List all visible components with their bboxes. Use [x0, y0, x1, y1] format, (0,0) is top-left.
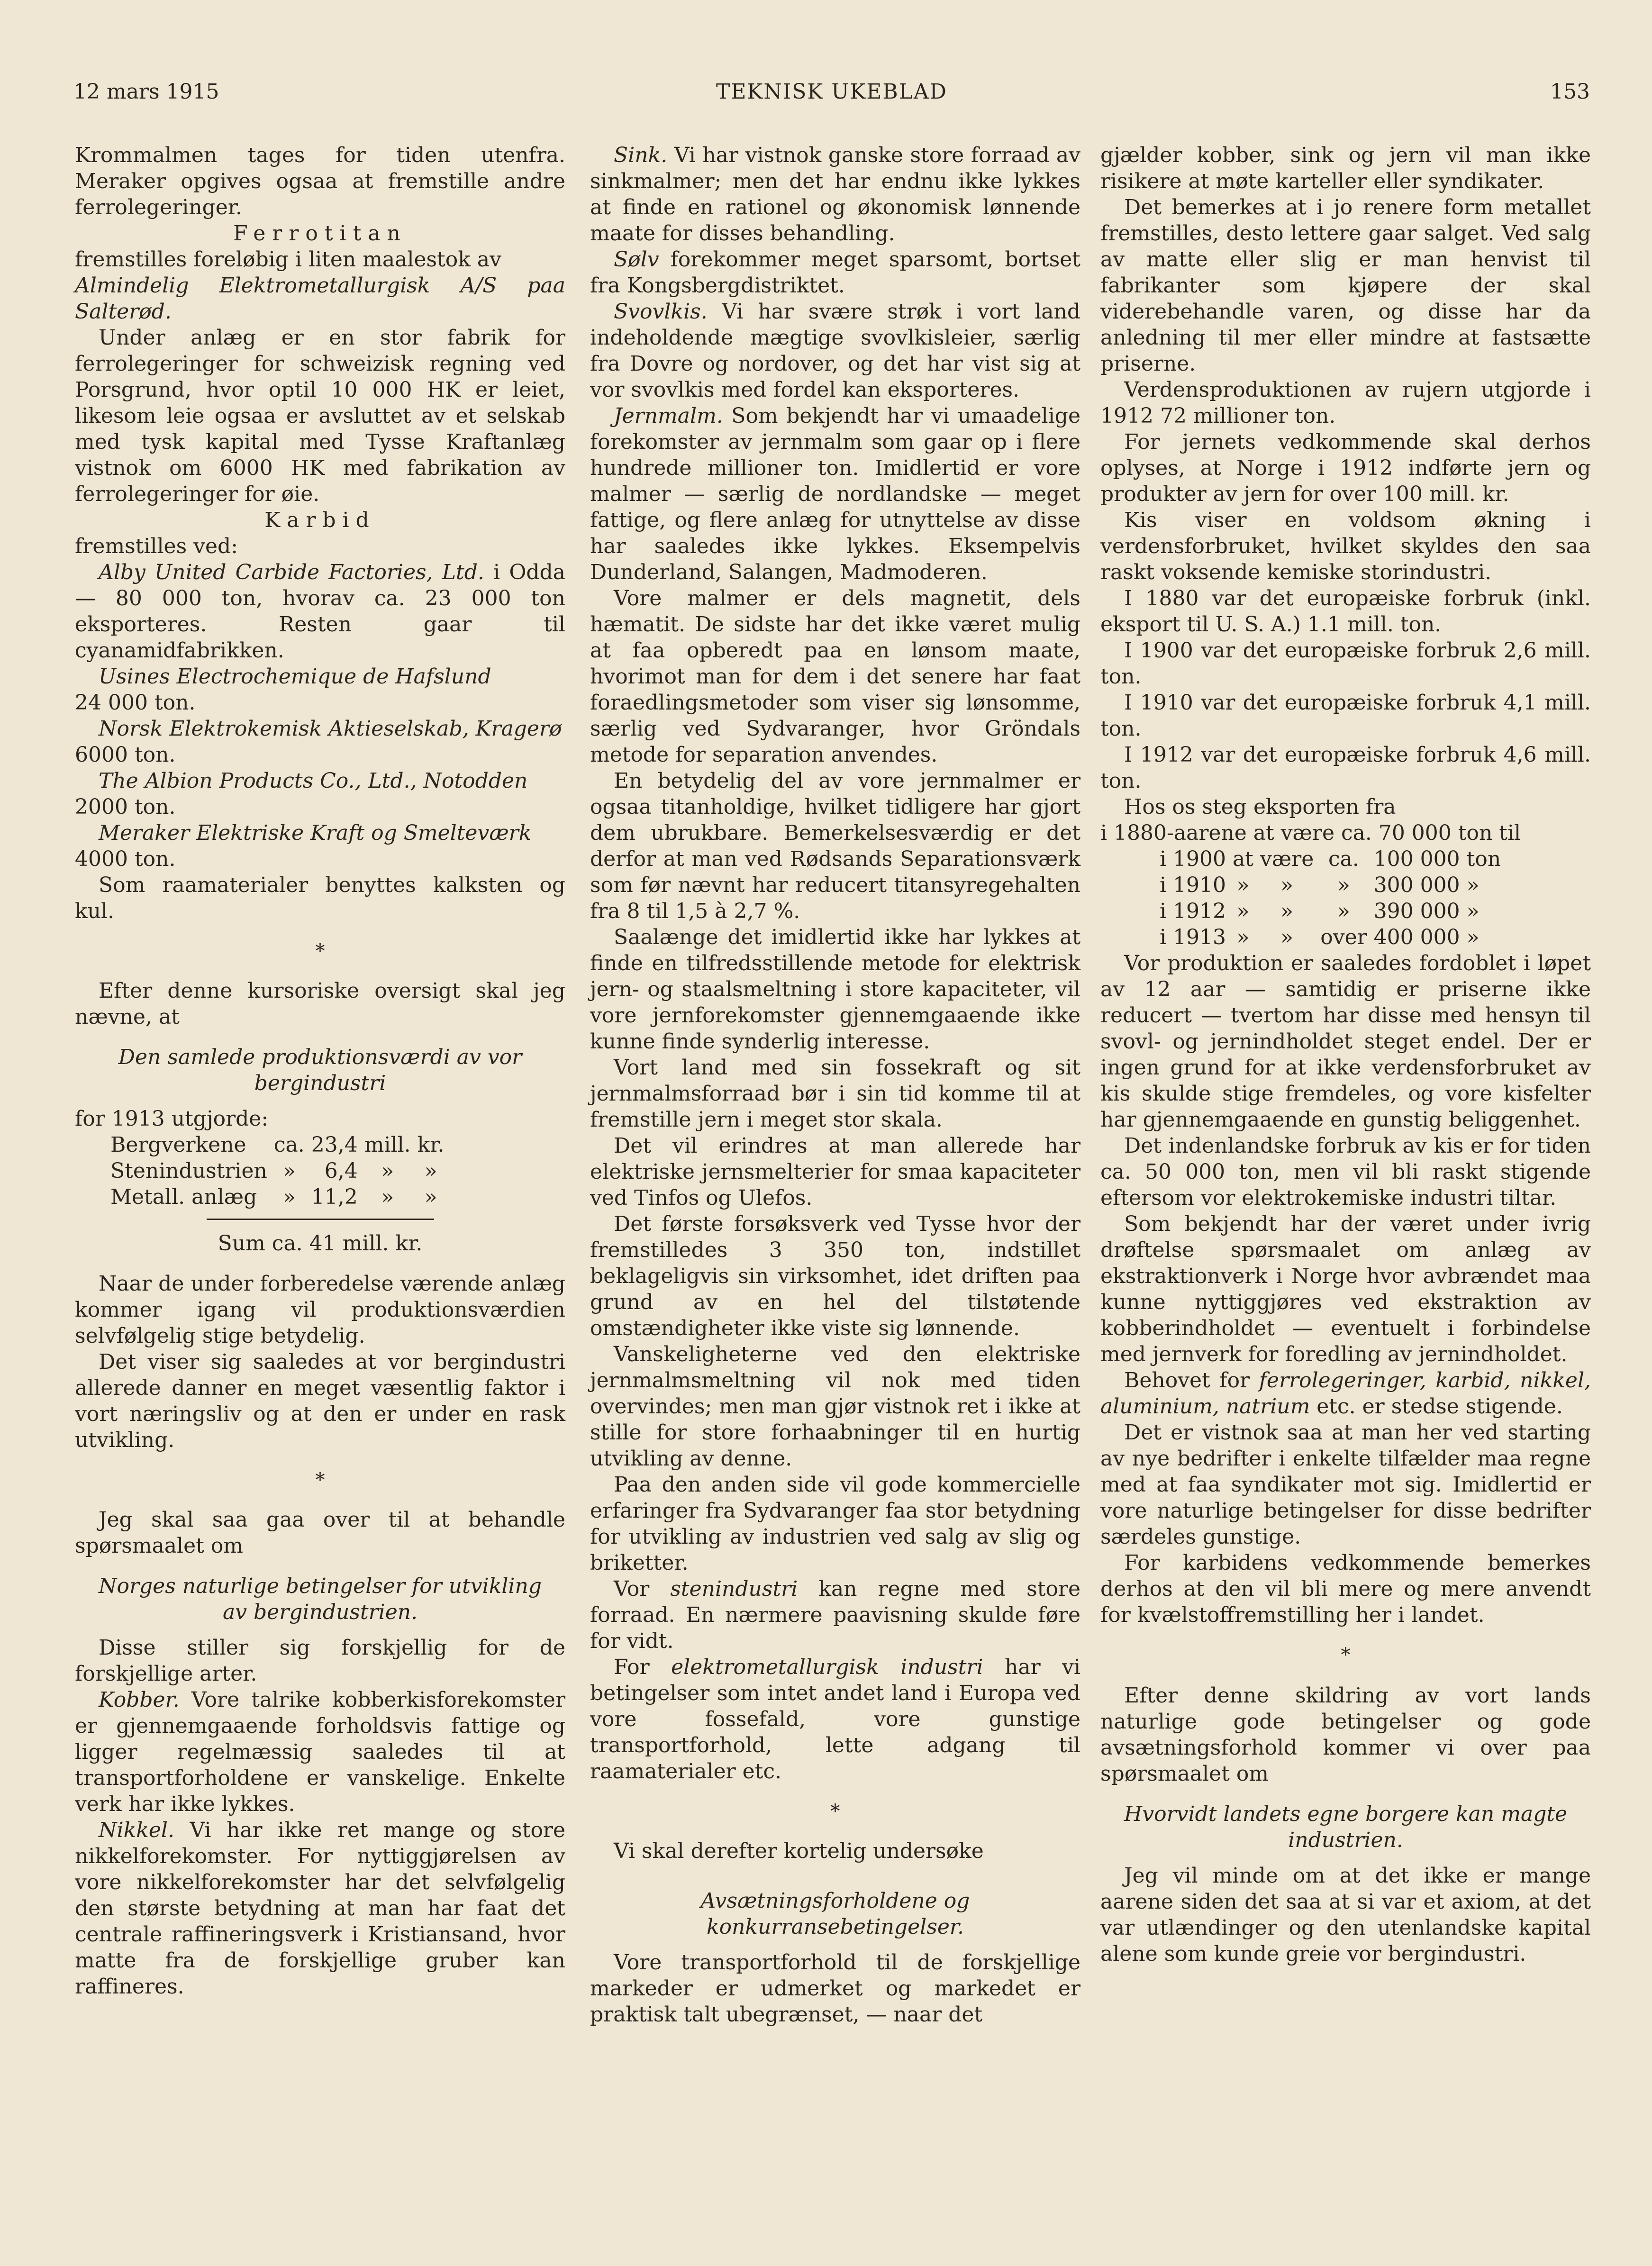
paragraph-text: Behovet for — [1124, 1368, 1259, 1392]
paragraph-text: forekommer meget sparsomt, bortset fra Kongsbergdistriktet. — [590, 247, 1080, 298]
paragraph-text: Som bekjendt har vi umaadelige forekomster av jernmalm som gaar op i flere hundrede millioner ton. Imidlertid er vore malmer — særlig de nordlandske — meget fattige, og flere anlæg for utnyttelse av disse har saaledes ikke lykkes. Eksempelvis Dunderland, Salangen, Madmoderen. — [590, 404, 1080, 584]
paragraph: Hos os steg eksporten fra — [1124, 795, 1396, 819]
table-cell: i 1913 — [1160, 925, 1226, 949]
table-cell: » — [1280, 873, 1294, 897]
company-text: i Odda — 80 000 ton, hvorav ca. 23 000 ton eksporteres. Resten gaar til cyanamidfabrikken. — [75, 560, 565, 663]
table-cell: ca. — [1328, 847, 1359, 871]
paragraph: Det indenlandske forbruk av kis er for tiden ca. 50 000 ton, men vil bli raskt stigende eftersom vor elektrokemiske industri tiltar. — [1100, 1134, 1591, 1210]
table-cell: » — [1466, 873, 1480, 897]
paragraph: i 1880-aarene at være ca. 70 000 ton til — [1100, 821, 1521, 845]
paragraph: Det første forsøksverk ved Tysse hvor der fremstilledes 3 350 ton, indstillet beklageligvis sin virksomhet, idet driften paa grund av en hel del tilstøtende omstændigheter ikke viste sig lønnende. — [590, 1212, 1080, 1340]
issue-date: 12 mars 1915 — [73, 80, 219, 104]
paragraph-text: Vi har vistnok ganske store forraad av sinkmalmer; men det har endnu ikke lykkes at finde en rationel og økonomisk lønnende maate for disses behandling. — [590, 143, 1080, 246]
table-cell: i 1900 — [1160, 847, 1226, 871]
column-2 — [590, 142, 1080, 2028]
paragraph: Vi skal derefter kortelig undersøke — [614, 1839, 984, 1863]
column-3 — [1100, 142, 1591, 1967]
column-1 — [75, 142, 565, 2000]
paragraph — [75, 1817, 565, 2000]
paragraph: Det er vistnok saa at man her ved starting av nye bedrifter i enkelte tilfælder maa regne med at faa syndikater mot sig. Imidlertid er vore naturlige betingelser for disse bedrifter særdeles gunstige. — [1100, 1420, 1591, 1549]
paragraph: I 1900 var det europæiske forbruk 2,6 mill. ton. — [1100, 638, 1591, 689]
company-name: Meraker Elektriske Kraft og Smelteværk — [99, 821, 532, 845]
section-heading: Norges naturlige betingelser for utvikling av bergindustrien. — [98, 1574, 542, 1624]
section-title-karbid: Karbid — [264, 508, 376, 532]
paragraph: for 1913 utgjorde: — [75, 1107, 269, 1131]
paragraph: Paa den anden side vil gode kommercielle erfaringer fra Sydvaranger faa stor betydning for utvikling av industrien ved salg av slig og briketter. — [590, 1473, 1080, 1575]
paragraph: Verdensproduktionen av rujern utgjorde i 1912 72 millioner ton. — [1100, 378, 1591, 428]
table-cell: » — [381, 1159, 394, 1183]
paragraph — [75, 559, 565, 664]
paragraph: Det vil erindres at man allerede har elektriske jernsmelterier for smaa kapaciteter ved Tinfos og Ulefos. — [590, 1134, 1080, 1210]
paragraph: Krommalmen tages for tiden utenfra. Meraker opgives ogsaa at fremstille andre ferrolegeringer. — [75, 143, 565, 219]
run-in-label: Sølv — [614, 247, 659, 272]
paragraph: Det viser sig saaledes at vor bergindustri allerede danner en meget væsentlig faktor i vort næringsliv og at den er under en rask utvikling. — [75, 1350, 565, 1452]
section-separator: * — [315, 940, 325, 962]
table-cell: » — [1466, 899, 1480, 923]
paragraph-text: Vor — [614, 1577, 671, 1601]
section-title-ferrotitan: Ferrotitan — [233, 221, 407, 246]
paragraph: Vore malmer er dels magnetit, dels hæmatit. De sidste har det ikke været mulig at faa opberedt paa en lønsom maate, hvorimot man for dem i det senere har faat foraedlingsmetoder som viser sig lønsomme, særlig ved Sydvaranger, hvor Gröndals metode for separation anvendes. — [590, 586, 1080, 767]
company-name: Almindelig Elektrometallurgisk A/S paa Salterød. — [75, 273, 565, 324]
paragraph — [590, 142, 1080, 246]
paragraph: Jeg skal saa gaa over til at behandle spørsmaalet om — [75, 1508, 565, 1558]
table-row — [1160, 898, 1507, 924]
paragraph — [75, 1687, 565, 1817]
table-cell: » — [1236, 899, 1250, 923]
paragraph — [590, 1654, 1080, 1784]
paragraph: I 1880 var det europæiske forbruk (inkl. eksport til U. S. A.) 1.1 mill. ton. — [1100, 586, 1591, 637]
production-table — [110, 1132, 451, 1210]
section-heading: Hvorvidt landets egne borgere kan magte industrien. — [1124, 1802, 1568, 1852]
paragraph: Jeg vil minde om at det ikke er mange aarene siden det saa at si var et axiom, at det var utlændinger og den utenlandske kapital alene som kunde greie vor bergindustri. — [1100, 1864, 1591, 1966]
emphasis: ferrolegeringer, karbid, nikkel, aluminium, natrium — [1100, 1368, 1591, 1419]
table-cell: i 1912 — [1160, 899, 1226, 923]
table-cell: » — [1337, 899, 1350, 923]
paragraph — [1100, 1367, 1591, 1420]
table-cell: » — [1280, 925, 1294, 949]
table-cell: » — [282, 1159, 296, 1183]
table-row — [1160, 872, 1507, 898]
company-text: 4000 ton. — [75, 847, 176, 871]
paragraph: Efter denne kursoriske oversigt skal jeg nævne, at — [75, 979, 565, 1029]
table-cell: at — [1233, 847, 1253, 871]
company-name: The Albion Products Co., Ltd., Notodden — [99, 769, 528, 793]
paragraph-text: har vi betingelser som intet andet land i Europa ved vore fossefald, vore gunstige transportforhold, lette adgang til raamaterialer etc. — [590, 1655, 1080, 1784]
paragraph: Efter denne skildring av vort lands naturlige gode betingelser og gode avsætningsforhold kommer vi over paa spørsmaalet om — [1100, 1684, 1591, 1786]
table-cell: » — [1337, 873, 1350, 897]
paragraph: Vor produktion er saaledes fordoblet i løpet av 12 aar — samtidig er priserne ikke reducert — tvertom har disse med hensyn til svovl- og jernindholdet steget endel. Der er ingen grund for at ikke verdensforbruket av kis skulde stige fremdeles, og vore kisfelter har gjennemgaaende en gunstig beliggenhet. — [1100, 951, 1591, 1132]
table-cell: i 1910 — [1160, 873, 1226, 897]
paragraph: Som bekjendt har der været under ivrig drøftelse spørsmaalet om anlæg av ekstraktionverk i Norge hvor avbrændet maa kunne nyttiggjøres ved ekstraktion av kobberindholdet — eventuelt i forbindelse med jernverk for foredling av jernindholdet. — [1100, 1212, 1591, 1366]
paragraph: gjælder kobber, sink og jern vil man ikke risikere at møte karteller eller syndikater. — [1100, 143, 1591, 193]
emphasis: stenindustri — [670, 1577, 798, 1601]
table-row — [110, 1132, 451, 1158]
table-cell: » — [282, 1185, 296, 1209]
table-cell: være — [1260, 847, 1314, 871]
table-cell: ton — [1466, 847, 1501, 871]
paragraph-text: Vi har ikke ret mange og store nikkelforekomster. For nyttiggjørelsen av vore nikkelforekomster har det selvfølgelig den største betydning at man har faat det centrale raffineringsverk i Kristiansand, hvor matte fra de forskjellige gruber kan raffineres. — [75, 1818, 565, 1999]
table-cell: » — [1280, 899, 1294, 923]
table-cell: » — [424, 1185, 437, 1209]
paragraph: For karbidens vedkommende bemerkes derhos at den vil bli mere og mere anvendt for kvælstoffremstilling her i landet. — [1100, 1551, 1591, 1627]
journal-title: TEKNISK UKEBLAD — [716, 80, 947, 104]
paragraph: Vore transportforhold til de forskjellige markeder er udmerket og markedet er praktisk talt ubegrænset, — naar det — [590, 1950, 1080, 2027]
table-cell: mill. — [364, 1133, 411, 1157]
table-cell: 300 000 — [1373, 873, 1460, 897]
paragraph: fremstilles foreløbig i liten maalestok av — [75, 247, 502, 272]
table-row — [110, 1158, 451, 1184]
section-separator: * — [830, 1801, 840, 1822]
paragraph-text: etc. er stedse stigende. — [1310, 1394, 1563, 1419]
table-cell: 400 000 — [1373, 925, 1460, 949]
table-cell: over — [1320, 925, 1367, 949]
table-cell: 390 000 — [1373, 899, 1460, 923]
paragraph: Disse stiller sig forskjellig for de forskjellige arter. — [75, 1636, 565, 1686]
paragraph: En betydelig del av vore jernmalmer er ogsaa titanholdige, hvilket tidligere har gjort dem ubrukbare. Bemerkelsesværdig er det derfor at man ved Rødsands Separationsværk som før nævnt har reducert titansyregehalten fra 8 til 1,5 à 2,7 %. — [590, 769, 1080, 923]
table-cell: Stenindustrien — [110, 1159, 267, 1183]
paragraph-text: Vi har svære strøk i vort land indeholdende mægtige svovlkisleier, særlig fra Dovre og nordover, og det har vist sig at vor svovlkis med fordel kan eksporteres. — [590, 300, 1080, 402]
table-cell: 23,4 — [311, 1133, 358, 1157]
table-cell: Metall. anlæg — [110, 1185, 257, 1209]
paragraph: I 1912 var det europæiske forbruk 4,6 mill. ton. — [1100, 743, 1591, 793]
table-row — [1160, 924, 1507, 950]
run-in-label: Kobber. — [99, 1688, 180, 1712]
run-in-label: Jernmalm. — [614, 404, 723, 428]
paragraph-text: For — [614, 1655, 672, 1679]
table-cell: 100 000 — [1373, 847, 1460, 871]
table-cell: 6,4 — [324, 1159, 358, 1183]
paragraph: Det bemerkes at i jo renere form metallet fremstilles, desto lettere gaar salget. Ved salg av matte eller slig er man henvist til fabrikanter som kjøpere der skal viderebehandle varen, og disse har da anledning til mer eller mindre at fastsætte priserne. — [1100, 195, 1591, 376]
table-cell: ca. — [273, 1133, 305, 1157]
table-cell: kr. — [417, 1133, 445, 1157]
section-heading: Den samlede produktionsværdi av vor bergindustri — [118, 1045, 522, 1095]
paragraph: I 1910 var det europæiske forbruk 4,1 mill. ton. — [1100, 691, 1591, 741]
paragraph — [590, 1576, 1080, 1654]
production-sum: Sum ca. 41 mill. kr. — [218, 1231, 423, 1256]
section-separator: * — [1341, 1644, 1351, 1666]
paragraph: Vort land med sin fossekraft og sit jernmalmsforraad bør i sin tid komme til at fremstille jern i meget stor skala. — [590, 1056, 1080, 1132]
table-row — [1160, 846, 1507, 872]
table-cell: Bergverkene — [110, 1133, 246, 1157]
table-row — [110, 1184, 451, 1210]
table-cell: » — [1466, 925, 1480, 949]
page-number: 153 — [1550, 80, 1590, 104]
paragraph: For jernets vedkommende skal derhos oplyses, at Norge i 1912 indførte jern og produkter av jern for over 100 mill. kr. — [1100, 430, 1591, 506]
company-text: 24 000 ton. — [75, 691, 196, 715]
paragraph: Kis viser en voldsom økning i verdensforbruket, hvilket skyldes den saa raskt voksende kemiske storindustri. — [1100, 508, 1591, 584]
company-name: Norsk Elektrokemisk Aktieselskab, Kragerø — [99, 717, 562, 741]
paragraph: Naar de under forberedelse værende anlæg kommer igang vil produktionsværdien selvfølgelig stige betydelig. — [75, 1272, 565, 1348]
emphasis: elektrometallurgisk industri — [671, 1655, 983, 1679]
spacer — [75, 1256, 565, 1271]
section-heading: Avsætningsforholdene og konkurransebetingelser. — [700, 1889, 970, 1939]
page-header — [73, 80, 1590, 118]
paragraph-text: kan regne med store forraad. En nærmere paavisning skulde føre for vidt. — [590, 1577, 1081, 1653]
table-cell: » — [1236, 873, 1250, 897]
export-table — [1160, 846, 1507, 950]
paragraph — [590, 299, 1080, 403]
run-in-label: Nikkel. — [99, 1818, 174, 1842]
run-in-label: Svovlkis. — [614, 300, 708, 324]
paragraph-text: Vore talrike kobberkisforekomster er gjennemgaaende forholdsvis fattige og ligger regelmæssig saaledes til at transportforholdene er vanskelige. Enkelte verk har ikke lykkes. — [75, 1688, 565, 1816]
company-text: 6000 ton. — [75, 743, 176, 767]
paragraph: fremstilles ved: — [75, 534, 238, 558]
run-in-label: Sink. — [614, 143, 668, 167]
paragraph: Som raamaterialer benyttes kalksten og kul. — [75, 873, 565, 923]
table-cell: » — [381, 1185, 394, 1209]
company-text: 2000 ton. — [75, 795, 176, 819]
section-separator: * — [315, 1469, 325, 1491]
table-cell: 11,2 — [311, 1185, 358, 1209]
paragraph: Saalænge det imidlertid ikke har lykkes at finde en tilfredsstillende metode for elektrisk jern- og staalsmeltning i store kapaciteter, vil vore jernforekomster gjennemgaaende ikke kunne finde synderlig interesse. — [590, 925, 1080, 1054]
table-cell: » — [1236, 925, 1250, 949]
paragraph — [590, 246, 1080, 299]
paragraph: Under anlæg er en stor fabrik for ferrolegeringer for schweizisk regning ved Porsgrund, hvor optil 10 000 HK er leiet, likesom leie ogsaa er avsluttet av et selskab med tysk kapital med Tysse Kraftanlæg vistnok om 6000 HK med fabrikation av ferrolegeringer for øie. — [75, 326, 565, 506]
company-name: Usines Electrochemique de Hafslund — [99, 664, 491, 689]
paragraph: Vanskeligheterne ved den elektriske jernmalmsmeltning vil nok med tiden overvindes; men man gjør vistnok ret i ikke at stille for store forhaabninger til en hurtig utvikling av denne. — [590, 1342, 1080, 1471]
company-name: Alby United Carbide Factories, Ltd. — [99, 560, 484, 584]
paragraph — [590, 403, 1080, 585]
sum-rule — [207, 1219, 434, 1220]
table-cell: » — [424, 1159, 437, 1183]
